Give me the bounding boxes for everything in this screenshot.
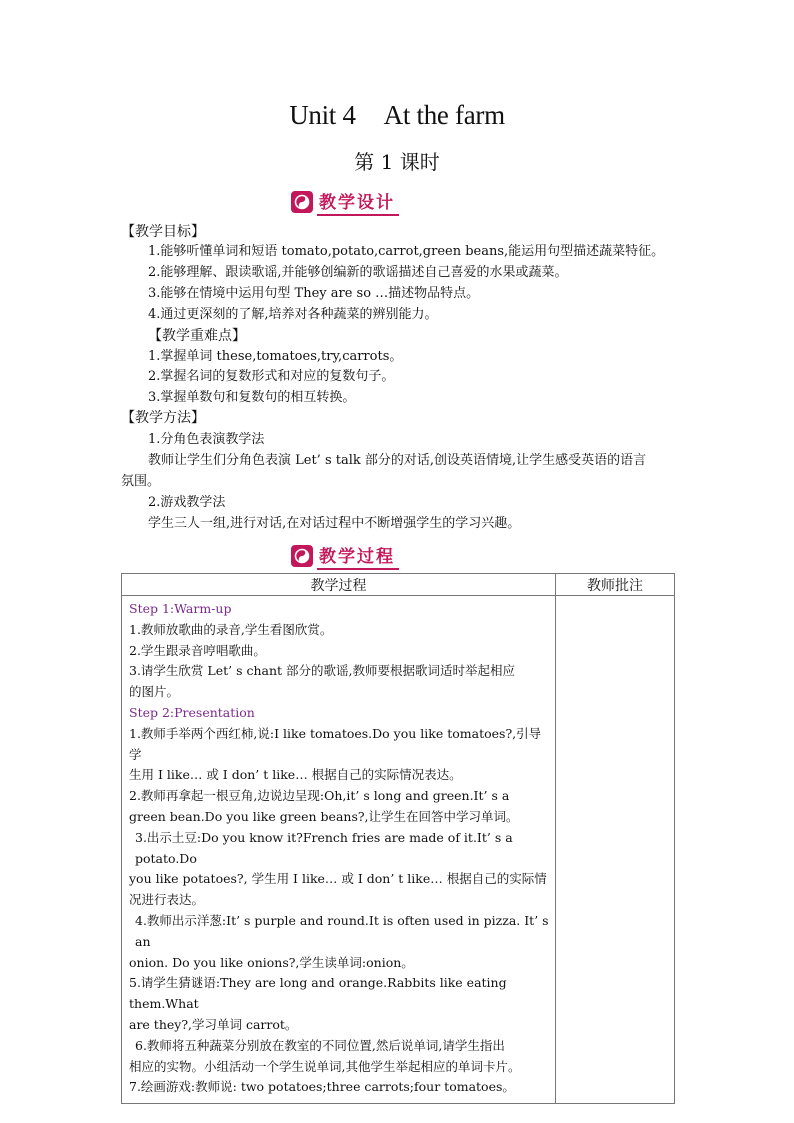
unit-title [0, 100, 794, 131]
method-desc: 氛围。 [121, 474, 161, 489]
process-table [121, 573, 675, 1104]
step-title: Step 1:Warm-up [129, 601, 232, 616]
step-line: you like potatoes?, 学生用 I like… 或 I don’ t like… 根据自己的实际情 [129, 871, 547, 887]
banner-process-text: 教学过程 [317, 542, 399, 570]
goal-item: 2.能够理解、跟读歌谣,并能够创编新的歌谣描述自己喜爱的水果或蔬菜。 [148, 265, 568, 280]
banner-design-text: 教学设计 [317, 188, 399, 216]
unit-topic: At the farm [383, 100, 505, 130]
step-line: onion. Do you like onions?,学生读单词:onion。 [129, 954, 414, 970]
lesson-subtitle: 第 1 课时 [354, 150, 440, 174]
goals-heading: 【教学目标】 [121, 224, 205, 240]
keypoint-item: 2.掌握名词的复数形式和对应的复数句子。 [148, 369, 395, 384]
goal-item: 3.能够在情境中运用句型 They are so …描述物品特点。 [148, 286, 480, 301]
keypoint-item: 1.掌握单词 these,tomatoes,try,carrots。 [148, 349, 403, 364]
keypoint-item: 3.掌握单数句和复数句的相互转换。 [148, 390, 356, 405]
pinwheel-icon [291, 545, 313, 567]
step-line: 2.教师再拿起一根豆角,边说边呈现:Oh,it’ s long and green.It’ s a [129, 788, 510, 804]
step-line: 7.绘画游戏:教师说: two potatoes;three carrots;four tomatoes。 [129, 1079, 515, 1095]
step-line: 3.请学生欣赏 Let’ s chant 部分的歌谣,教师要根据歌词适时举起相应 [129, 663, 515, 679]
table-row [122, 596, 675, 1104]
step-line: 况进行表达。 [129, 892, 205, 908]
step-line: 4.教师出示洋葱:It’ s purple and round.It is often used in pizza. It’ s an [135, 912, 549, 949]
banner-process [291, 544, 399, 568]
method-title: 1.分角色表演教学法 [148, 432, 265, 447]
step-line: 1.教师放歌曲的录音,学生看图欣赏。 [129, 621, 333, 637]
banner-design [291, 190, 399, 214]
method-desc: 教师让学生们分角色表演 Let’ s talk 部分的对话,创设英语情境,让学生感受英语的语言 [148, 453, 647, 468]
methods-heading: 【教学方法】 [121, 410, 205, 426]
goal-item: 4.通过更深刻的了解,培养对各种蔬菜的辨别能力。 [148, 307, 438, 322]
step-line: 2.学生跟录音哼唱歌曲。 [129, 642, 266, 658]
table-header-row [122, 574, 675, 596]
step-line: 生用 I like… 或 I don’ t like… 根据自己的实际情况表达。 [129, 767, 462, 783]
pinwheel-icon [291, 191, 313, 213]
step-line: 5.请学生猜谜语:They are long and orange.Rabbits like eating them.What [129, 975, 507, 1012]
goal-item: 1.能够听懂单词和短语 tomato,potato,carrot,green beans,能运用句型描述蔬菜特征。 [148, 244, 665, 259]
step-line: green bean.Do you like green beans?,让学生在回答中学习单词。 [129, 808, 519, 824]
unit-number: Unit 4 [289, 100, 356, 130]
method-desc: 学生三人一组,进行对话,在对话过程中不断增强学生的学习兴趣。 [148, 516, 521, 531]
step-line: are they?,学习单词 carrot。 [129, 1016, 298, 1032]
notes-cell [556, 596, 675, 1104]
step-line: 3.出示土豆:Do you know it?French fries are made of it.It’ s a potato.Do [135, 829, 513, 866]
step-line: 相应的实物。小组活动一个学生说单词,其他学生举起相应的单词卡片。 [129, 1058, 521, 1074]
col-header-notes: 教师批注 [556, 574, 675, 596]
process-cell [122, 596, 556, 1104]
step-title: Step 2:Presentation [129, 704, 255, 720]
method-title: 2.游戏教学法 [148, 495, 226, 510]
step-line: 1.教师手举两个西红柿,说:I like tomatoes.Do you like tomatoes?,引导学 [129, 725, 542, 762]
col-header-process: 教学过程 [122, 574, 556, 596]
step-line: 的图片。 [129, 684, 180, 700]
step-line: 6.教师将五种蔬菜分别放在教室的不同位置,然后说单词,请学生指出 [135, 1037, 505, 1053]
keypoints-heading: 【教学重难点】 [148, 328, 246, 344]
